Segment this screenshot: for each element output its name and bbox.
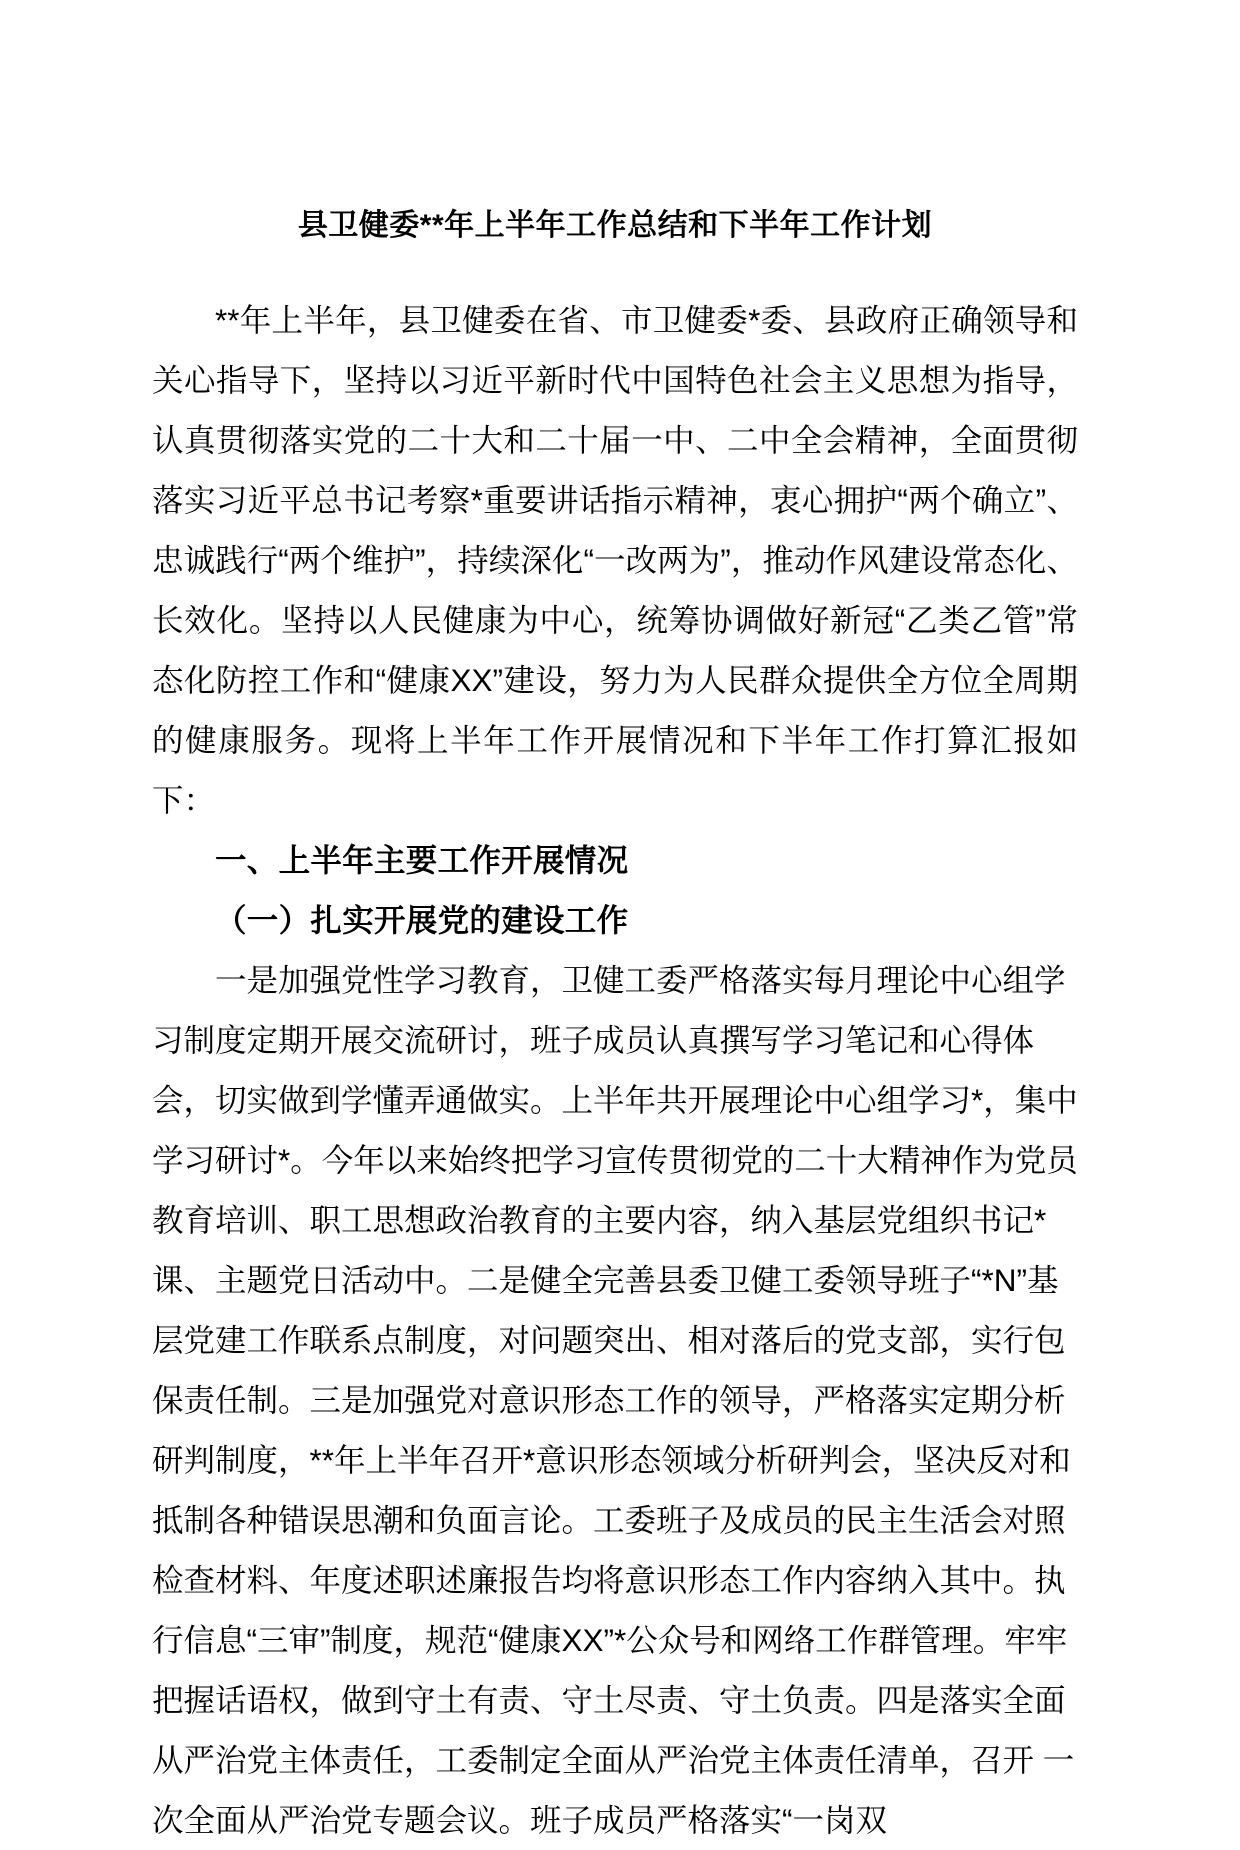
paragraph-intro: **年上半年，县卫健委在省、市卫健委*委、县政府正确领导和关心指导下，坚持以习近平新时代中国特色社会主义思想为指导，认真贯彻落实党的二十大和二十届一中、二中全会精神，全面贯彻落实习近平总书记考察*重要讲话指示精神，衷心拥护“两个确立”、忠诚践行“两个维护”，持续深化“一改两为”，推动作风建设常态化、长效化。坚持以人民健康为中心，统筹协调做好新冠“乙类乙管”常态化防控工作和“健康XX”建设，努力为人民群众提供全方位全周期的健康服务。现将上半年工作开展情况和下半年工作打算汇报如下：: [152, 302, 1078, 818]
heading-subsection-one: （一）扎实开展党的建设工作: [215, 902, 629, 938]
title-spacer: [152, 260, 1078, 290]
document-content: [152, 196, 1078, 1850]
paragraph-body-one: 一是加强党性学习教育，卫健工委严格落实每月理论中心组学习制度定期开展交流研讨，班子成员认真撰写学习笔记和心得体会，切实做到学懂弄通做实。上半年共开展理论中心组学习*，集中学习研讨*。今年以来始终把学习宣传贯彻党的二十大精神作为党员教育培训、职工思想政治教育的主要内容，纳入基层党组织书记*课、主题党日活动中。二是健全完善县委卫健工委领导班子“*N”基层党建工作联系点制度，对问题突出、相对落后的党支部，实行包保责任制。三是加强党对意识形态工作的领导，严格落实定期分析研判制度，**年上半年召开*意识形态领域分析研判会，坚决反对和抵制各种错误思潮和负面言论。工委班子及成员的民主生活会对照检查材料、年度述职述廉报告均将意识形态工作内容纳入其中。执行信息“三审”制度，规范“健康XX”*公众号和网络工作群管理。牢牢把握话语权，做到守土有责、守土尽责、守土负责。四是落实全面从严治党主体责任，工委制定全面从严治党主体责任清单，召开 一次全面从严治党专题会议。班子成员严格落实“一岗双: [152, 962, 1078, 1838]
heading-section-one: 一、上半年主要工作开展情况: [215, 842, 629, 878]
page-title: 县卫健委**年上半年工作总结和下半年工作计划: [297, 209, 933, 242]
